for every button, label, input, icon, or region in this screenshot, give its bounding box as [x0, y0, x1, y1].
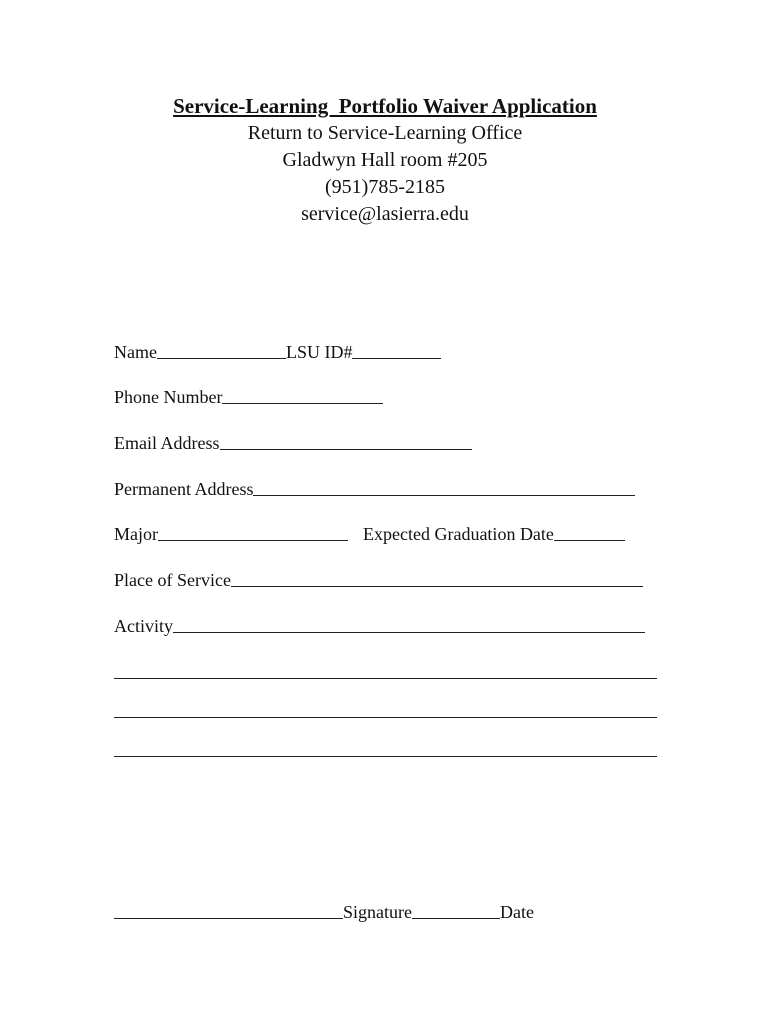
grad-date-label: Expected Graduation Date [363, 524, 554, 544]
return-instruction: Return to Service-Learning Office [247, 122, 523, 144]
major-label: Major [114, 524, 158, 544]
name-row [114, 338, 441, 362]
phone-label: Phone Number [114, 387, 223, 407]
lsu-id-field[interactable] [352, 357, 441, 359]
form-title: Service-Learning Portfolio Waiver Application [173, 94, 597, 118]
form-header [0, 92, 770, 228]
office-phone: (951)785-2185 [325, 176, 445, 198]
phone-field[interactable] [222, 402, 383, 404]
address-field[interactable] [253, 494, 635, 496]
activity-line-4[interactable] [114, 756, 657, 757]
signature-label: Signature [343, 902, 412, 922]
place-field[interactable] [231, 585, 643, 587]
grad-date-field[interactable] [554, 539, 625, 541]
date-label: Date [500, 902, 534, 922]
email-row [114, 429, 472, 453]
activity-row [114, 612, 645, 636]
name-label: Name [114, 342, 157, 362]
place-row [114, 566, 643, 590]
email-label: Email Address [114, 433, 220, 453]
office-email: service@lasierra.edu [301, 203, 469, 225]
office-location: Gladwyn Hall room #205 [282, 149, 488, 171]
lsu-id-label: LSU ID# [285, 342, 353, 362]
activity-field[interactable] [173, 631, 645, 633]
signature-row [114, 898, 534, 922]
address-label: Permanent Address [114, 479, 254, 499]
activity-line-2[interactable] [114, 678, 657, 679]
date-field[interactable] [412, 917, 500, 919]
place-label: Place of Service [114, 570, 231, 590]
activity-line-3[interactable] [114, 717, 657, 718]
email-field[interactable] [220, 448, 472, 450]
signature-field[interactable] [114, 917, 343, 919]
activity-label: Activity [114, 616, 173, 636]
address-row [114, 475, 635, 499]
name-field[interactable] [157, 357, 286, 359]
major-field[interactable] [158, 539, 348, 541]
phone-row [114, 383, 383, 407]
major-row [114, 520, 625, 544]
